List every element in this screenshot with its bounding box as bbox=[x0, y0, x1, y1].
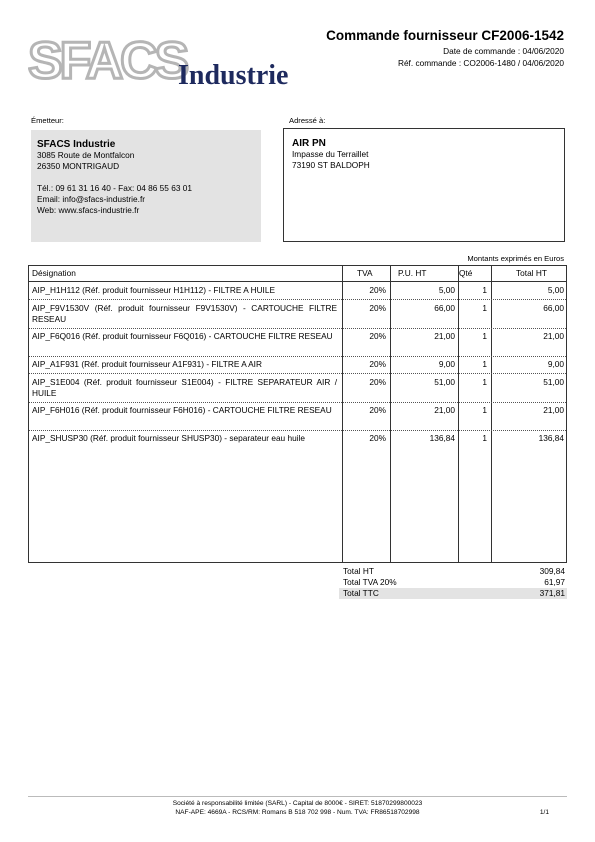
cell-qty: 1 bbox=[482, 405, 487, 415]
cell-qty: 1 bbox=[482, 285, 487, 295]
table-row bbox=[29, 356, 566, 374]
cell-total: 66,00 bbox=[543, 303, 564, 313]
cell-total: 9,00 bbox=[547, 359, 564, 369]
cell-tva: 20% bbox=[369, 359, 386, 369]
order-title: Commande fournisseur CF2006-1542 bbox=[326, 28, 564, 43]
issuer-address-2: 26350 MONTRIGAUD bbox=[37, 161, 120, 171]
cell-unit-price: 9,00 bbox=[438, 359, 455, 369]
cell-unit-price: 5,00 bbox=[438, 285, 455, 295]
table-row bbox=[29, 430, 566, 458]
company-logo bbox=[28, 34, 318, 94]
total-ht-label: Total HT bbox=[343, 566, 374, 576]
cell-total: 136,84 bbox=[538, 433, 564, 443]
header-tva: TVA bbox=[357, 268, 373, 278]
table-row bbox=[29, 374, 566, 403]
header-total: Total HT bbox=[516, 268, 547, 278]
issuer-label: Émetteur: bbox=[31, 116, 64, 125]
total-ttc-row bbox=[339, 588, 567, 599]
cell-tva: 20% bbox=[369, 303, 386, 313]
issuer-name: SFACS Industrie bbox=[37, 139, 116, 150]
total-ttc-label: Total TTC bbox=[343, 588, 379, 598]
cell-total: 21,00 bbox=[543, 405, 564, 415]
cell-qty: 1 bbox=[482, 331, 487, 341]
cell-designation: AIP_H1H112 (Réf. produit fournisseur H1H112) - FILTRE A HUILE bbox=[32, 285, 276, 295]
cell-tva: 20% bbox=[369, 377, 386, 387]
issuer-address-1: 3085 Route de Montfalcon bbox=[37, 150, 135, 160]
table-row bbox=[29, 300, 566, 329]
total-ht-row bbox=[339, 566, 567, 577]
total-ht-value: 309,84 bbox=[539, 566, 565, 576]
total-tva-value: 61,97 bbox=[544, 577, 565, 587]
page-number: 1/1 bbox=[539, 809, 549, 816]
order-date: Date de commande : 04/06/2020 bbox=[443, 46, 564, 56]
cell-qty: 1 bbox=[482, 359, 487, 369]
recipient-box bbox=[283, 128, 565, 242]
order-reference: Réf. commande : CO2006-1480 / 04/06/2020 bbox=[397, 58, 564, 68]
table-row bbox=[29, 328, 566, 357]
issuer-phone-fax: Tél.: 09 61 31 16 40 - Fax: 04 86 55 63 01 bbox=[37, 183, 192, 193]
cell-unit-price: 21,00 bbox=[434, 331, 455, 341]
cell-qty: 1 bbox=[482, 377, 487, 387]
cell-tva: 20% bbox=[369, 331, 386, 341]
recipient-address-2: 73190 ST BALDOPH bbox=[292, 160, 370, 170]
footer-legal-2: NAF-APE: 4669A - RCS/RM: Romans B 518 702 998 - Num. TVA: FR86518702998 bbox=[175, 809, 420, 816]
total-ttc-value: 371,81 bbox=[539, 588, 565, 598]
total-tva-row bbox=[339, 577, 567, 588]
issuer-box bbox=[31, 130, 261, 242]
table-row bbox=[29, 282, 566, 300]
total-tva-label: Total TVA 20% bbox=[343, 577, 397, 587]
cell-unit-price: 66,00 bbox=[434, 303, 455, 313]
cell-qty: 1 bbox=[482, 303, 487, 313]
cell-unit-price: 21,00 bbox=[434, 405, 455, 415]
logo-sfacs-text: SFACS bbox=[28, 34, 187, 90]
cell-designation: AIP_SHUSP30 (Réf. produit fournisseur SHUSP30) - separateur eau huile bbox=[32, 433, 306, 443]
recipient-name: AIR PN bbox=[292, 138, 326, 149]
cell-designation: AIP_S1E004 (Réf. produit fournisseur S1E004) - FILTRE SEPARATEUR AIR / HUILE bbox=[32, 377, 337, 398]
cell-tva: 20% bbox=[369, 433, 386, 443]
cell-unit-price: 51,00 bbox=[434, 377, 455, 387]
cell-total: 21,00 bbox=[543, 331, 564, 341]
cell-designation: AIP_A1F931 (Réf. produit fournisseur A1F931) - FILTRE A AIR bbox=[32, 359, 262, 369]
header-unit-price: P.U. HT bbox=[398, 268, 427, 278]
footer-legal-1: Société à responsabilité limitée (SARL) - Capital de 8000€ - SIRET: 51870299800023 bbox=[172, 800, 423, 807]
logo-industrie-text: Industrie bbox=[178, 60, 289, 91]
table-row bbox=[29, 402, 566, 431]
cell-total: 51,00 bbox=[543, 377, 564, 387]
cell-qty: 1 bbox=[482, 433, 487, 443]
issuer-web: Web: www.sfacs-industrie.fr bbox=[37, 205, 140, 215]
cell-total: 5,00 bbox=[547, 285, 564, 295]
recipient-address-1: Impasse du Terraillet bbox=[292, 149, 369, 159]
issuer-email: Email: info@sfacs-industrie.fr bbox=[37, 194, 146, 204]
footer-divider bbox=[28, 796, 567, 797]
order-lines-table bbox=[28, 265, 567, 563]
cell-designation: AIP_F6H016 (Réf. produit fournisseur F6H016) - CARTOUCHE FILTRE RESEAU bbox=[32, 405, 332, 415]
cell-designation: AIP_F9V1530V (Réf. produit fournisseur F9V1530V) - CARTOUCHE FILTRE RESEAU bbox=[32, 303, 337, 324]
header-designation: Désignation bbox=[32, 268, 76, 278]
cell-tva: 20% bbox=[369, 285, 386, 295]
cell-unit-price: 136,84 bbox=[429, 433, 455, 443]
cell-tva: 20% bbox=[369, 405, 386, 415]
totals-block bbox=[339, 566, 567, 599]
header-qty: Qté bbox=[459, 268, 473, 278]
cell-designation: AIP_F6Q016 (Réf. produit fournisseur F6Q016) - CARTOUCHE FILTRE RESEAU bbox=[32, 331, 333, 341]
recipient-label: Adressé à: bbox=[289, 116, 326, 125]
currency-note: Montants exprimés en Euros bbox=[467, 254, 564, 263]
